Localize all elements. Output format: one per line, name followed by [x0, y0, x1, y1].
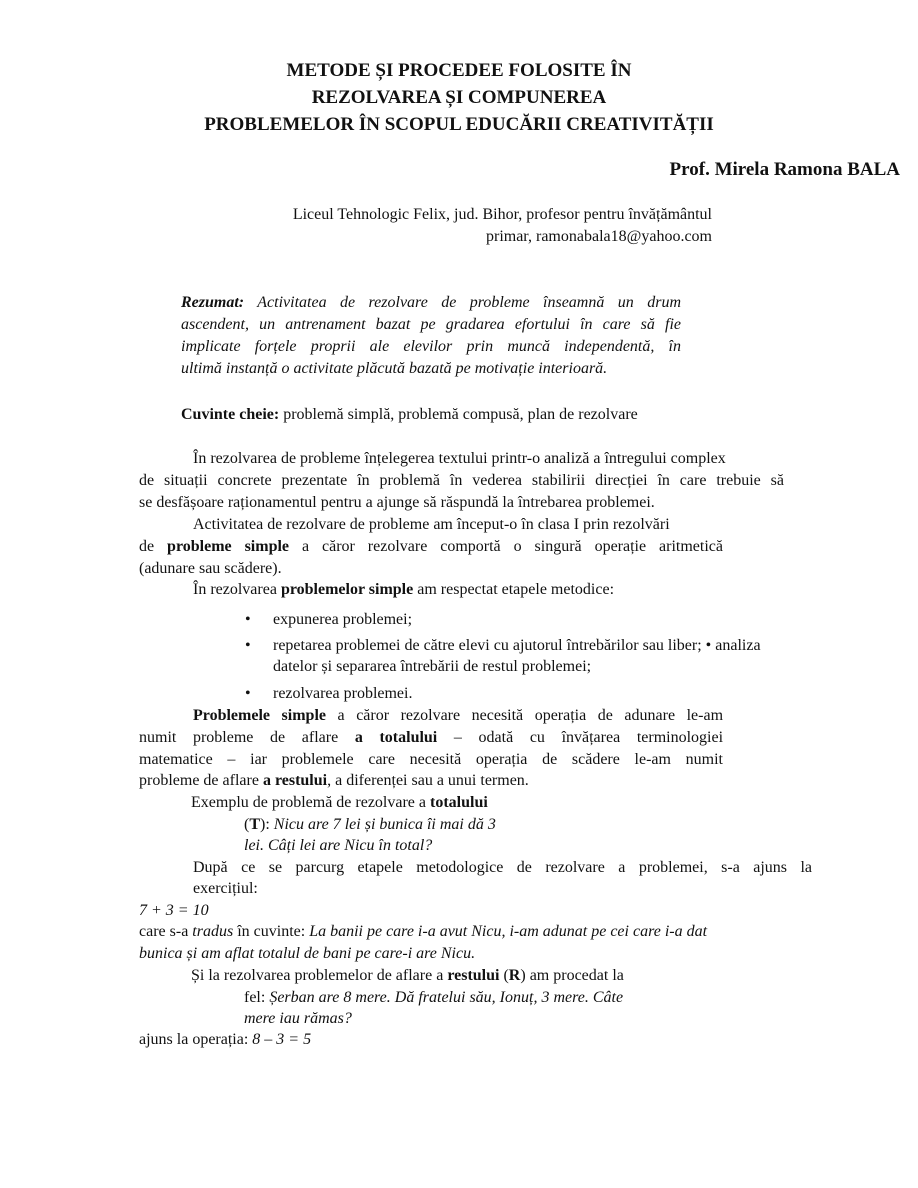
p4-line-1: Problemele simple a căror rezolvare necesită operația de adunare le-am [193, 707, 724, 724]
example-t-equation: 7 + 3 = 10 [139, 902, 209, 919]
bullet-item-2-cont: datelor și separarea întrebării de restul problemei; [273, 658, 592, 675]
marker-t: T [249, 816, 260, 833]
bullet-icon: • [245, 685, 251, 702]
abstract-line-3: implicate forțele proprii ale elevilor prin muncă independentă, în [181, 338, 681, 355]
keywords [181, 405, 638, 425]
example-t-translation-line-1: care s-a tradus în cuvinte: La banii pe care i-a avut Nicu, i-am adunat pe cei care i-a dat [139, 923, 708, 940]
bullet-item-1: expunerea problemei; [273, 611, 413, 628]
title-line-3: PROBLEMELOR ÎN SCOPUL EDUCĂRII CREATIVITĂȚII [204, 114, 714, 135]
p1-line-2: de situații concrete prezentate în problemă în vederea stabilirii direcției în care trebuie să [139, 472, 784, 489]
example-t-after-line-1: După ce se parcurg etapele metodologice de rezolvare a problemei, s-a ajuns la [193, 859, 812, 876]
example-t-problem-line-2: lei. Câți lei are Nicu în total? [244, 837, 433, 854]
bullet-icon: • [245, 611, 251, 628]
keywords-label: Cuvinte cheie: [181, 406, 280, 423]
bullet-item-3: rezolvarea problemei. [273, 685, 413, 702]
abstract-line-1 [181, 293, 681, 313]
abstract-line-4: ultimă instanță o activitate plăcută bazată pe motivație interioară. [181, 360, 608, 377]
example-t-after-line-2: exercițiul: [193, 880, 258, 897]
bullet-item-2: repetarea problemei de către elevi cu ajutorul întrebărilor sau liber; • analiza [273, 637, 761, 654]
bullet-icon: • [245, 637, 251, 654]
p4-line-2: numit probleme de aflare a totalului – odată cu învățarea terminologiei [139, 729, 724, 746]
abstract-text: Activitatea de rezolvare de probleme înseamnă un drum [257, 294, 681, 311]
example-t-intro: Exemplu de problemă de rezolvare a totalului [191, 794, 488, 811]
p1-line-3: se desfășoare raționamentul pentru a ajunge să răspundă la întrebarea problemei. [139, 494, 655, 511]
affiliation-line-1: Liceul Tehnologic Felix, jud. Bihor, profesor pentru învățământul [292, 206, 712, 223]
title-line-1: METODE ȘI PROCEDEE FOLOSITE ÎN [286, 60, 632, 81]
affiliation-line-2: primar, ramonabala18@yahoo.com [485, 228, 712, 245]
abstract-label: Rezumat: [181, 294, 245, 311]
p2-line-1: Activitatea de rezolvare de probleme am început-o în clasa I prin rezolvări [193, 516, 670, 533]
example-t-problem-line-1: (T): Nicu are 7 lei și bunica îi mai dă 3 [244, 816, 496, 833]
p1-line-1: În rezolvarea de probleme înțelegerea textului printr-o analiză a întregului complex [193, 450, 726, 467]
p4-line-3: matematice – iar problemele care necesită operația de scădere le-am numit [139, 751, 723, 768]
marker-r: R [508, 967, 521, 984]
example-r-result: ajuns la operația: 8 – 3 = 5 [139, 1031, 312, 1048]
keywords-text: problemă simplă, problemă compusă, plan de rezolvare [283, 406, 638, 423]
example-r-problem-line-1: fel: Șerban are 8 mere. Dă fratelui său, Ionuț, 3 mere. Câte [244, 989, 624, 1006]
abstract-line-2: ascendent, un antrenament bazat pe gradarea efortului în care să fie [181, 316, 681, 333]
p2-line-3: (adunare sau scădere). [139, 560, 282, 577]
author-name: Prof. Mirela Ramona BALA [669, 159, 900, 180]
example-r-problem-line-2: mere iau rămas? [244, 1010, 352, 1027]
title-line-2: REZOLVAREA ȘI COMPUNEREA [311, 87, 607, 108]
example-t-translation-line-2: bunica și am aflat totalul de bani pe care-i are Nicu. [139, 945, 476, 962]
example-r-intro: Și la rezolvarea problemelor de aflare a restului (R) am procedat la [191, 967, 624, 984]
p3-line: În rezolvarea problemelor simple am respectat etapele metodice: [193, 581, 615, 598]
p2-line-2: de probleme simple a căror rezolvare comportă o singură operație aritmetică [139, 538, 723, 555]
p4-line-4: probleme de aflare a restului, a diferenței sau a unui termen. [139, 772, 529, 789]
